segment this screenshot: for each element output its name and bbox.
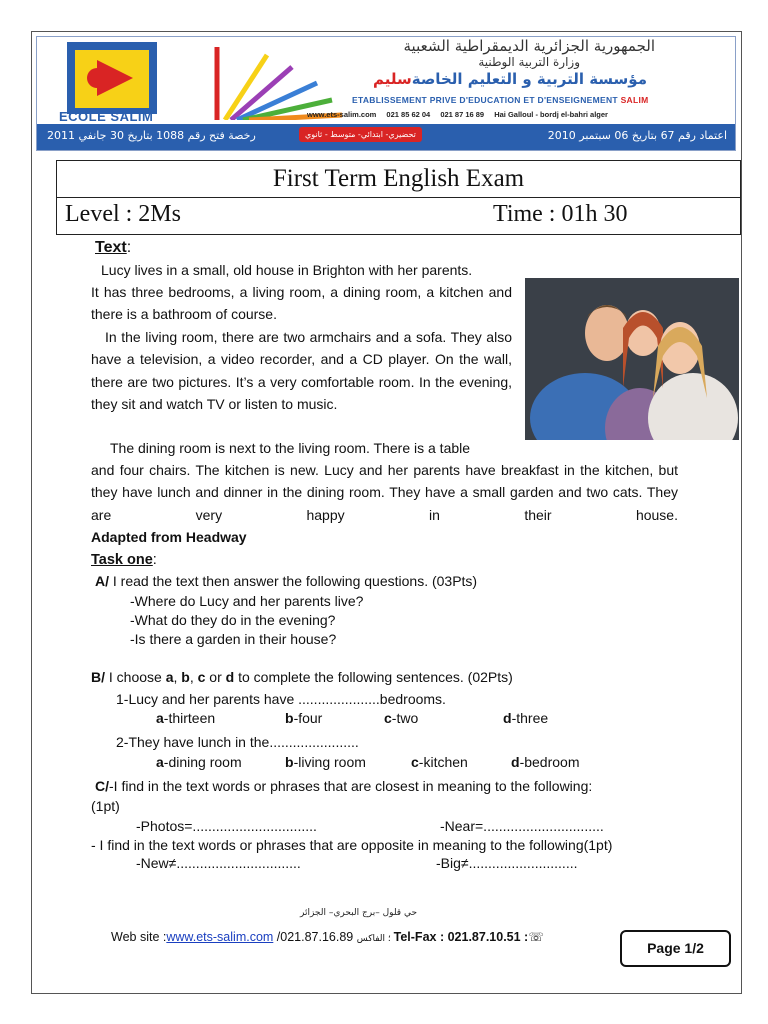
opposite-new: -New≠................................ [136,855,301,871]
instruction-a: A/ I read the text then answer the following questions. (03Pts) [95,573,478,589]
question-1: -Where do Lucy and her parents live? [130,593,364,609]
instruction-c: C/-I find in the text words or phrases that are closest in meaning to the following: [95,778,593,794]
q2-option-d: d-bedroom [511,754,580,770]
q2-option-a: a-dining room [156,754,242,770]
instruction-c-points: (1pt) [91,798,120,814]
opposite-big: -Big≠............................ [436,855,578,871]
question-3: -Is there a garden in their house? [130,631,337,647]
synonym-photos: -Photos=................................ [136,818,317,834]
paragraph-1-rest: It has three bedrooms, a living room, a dining room, a kitchen and there is a bathroom of course. [91,284,512,323]
instruction-opposites: - I find in the text words or phrases that are opposite in meaning to the following(1pt) [91,837,613,853]
footer-website-link[interactable]: www.ets-salim.com [166,930,274,944]
school-name: ECOLE SALIM [59,109,154,124]
footer-contact: Web site :www.ets-salim.com /021.87.16.89 ؛ الفاكس Tel-Fax : 021.87.10.51 :☏ [111,930,544,944]
address-text: Hai Galloul - bordj el-bahri alger [494,110,608,119]
exam-level: Level : 2Ms [65,201,181,227]
instruction-b: B/ I choose a, b, c or d to complete the following sentences. (02Pts) [91,669,513,685]
text-source: Adapted from Headway [91,529,247,545]
ministry-name: وزارة التربية الوطنية [478,55,580,69]
q2-option-c: c-kitchen [411,754,468,770]
paragraph-3-line-1: The dining room is next to the living room. There is a table [110,440,471,456]
institution-name-ar: مؤسسة التربية و التعليم الخاصةسليم [372,70,647,88]
school-logo [67,42,157,114]
question-2: -What do they do in the evening? [130,612,336,628]
q2-option-b: b-living room [285,754,366,770]
exam-time: Time : 01h 30 [493,201,628,227]
paragraph-1-line-1: Lucy lives in a small, old house in Brighton with her parents. [101,262,473,278]
sentence-2: 2-They have lunch in the....................... [116,734,359,750]
license-left: رخصة فتح رقم 1088 بتاريخ 30 جانفي 2011 [47,129,256,142]
institution-name-fr: ETABLISSEMENT PRIVE D'EDUCATION ET D'ENSEIGNEMENT SALIM [352,95,649,105]
levels-badge: تحضيري- ابتدائي- متوسط - ثانوي [299,127,422,142]
exam-title-box [56,160,741,235]
paragraph-2: In the living room, there are two armchairs and a sofa. They also have a television, a video recorder, and a CD player. On the wall, there are two pictures. It’s a very comfortable room. In the evening, they sit and watch TV or listen to music. [91,329,512,412]
phone-1: 021 85 62 04 [386,110,431,119]
q1-option-d: d-three [503,710,549,726]
license-right: اعتماد رقم 67 بتاريخ 06 سبتمبر 2010 [547,129,727,142]
page-number: Page 1/2 [620,930,731,967]
q1-option-c: c-two [384,710,419,726]
footer-address: حي قلول –برج البحري– الجزائر [300,908,418,918]
phone-icon: ☏ [528,930,544,944]
school-header [36,36,736,151]
website-text: www.ets-salim.com [307,110,377,119]
contact-row [307,110,616,119]
q1-option-b: b-four [285,710,323,726]
license-band [37,124,736,150]
synonym-near: -Near=............................... [440,818,604,834]
q1-option-a: a-thirteen [156,710,216,726]
paragraph-3-rest: and four chairs. The kitchen is new. Lucy and her parents have breakfast in the kitchen, but they have lunch and dinner in the dining room. They have a small garden and two cats. They are very happy in their house. [91,462,678,523]
republic-name: الجمهورية الجزائرية الديمقراطية الشعبية [403,37,655,55]
pencils-graphic [207,45,347,120]
task-one-heading: Task one: [91,552,157,568]
exam-title: First Term English Exam [57,161,740,198]
sentence-1: 1-Lucy and her parents have .....................bedrooms. [116,691,446,707]
family-photo [525,278,739,440]
phone-2: 021 87 16 89 [440,110,485,119]
text-heading: Text: [95,239,132,256]
